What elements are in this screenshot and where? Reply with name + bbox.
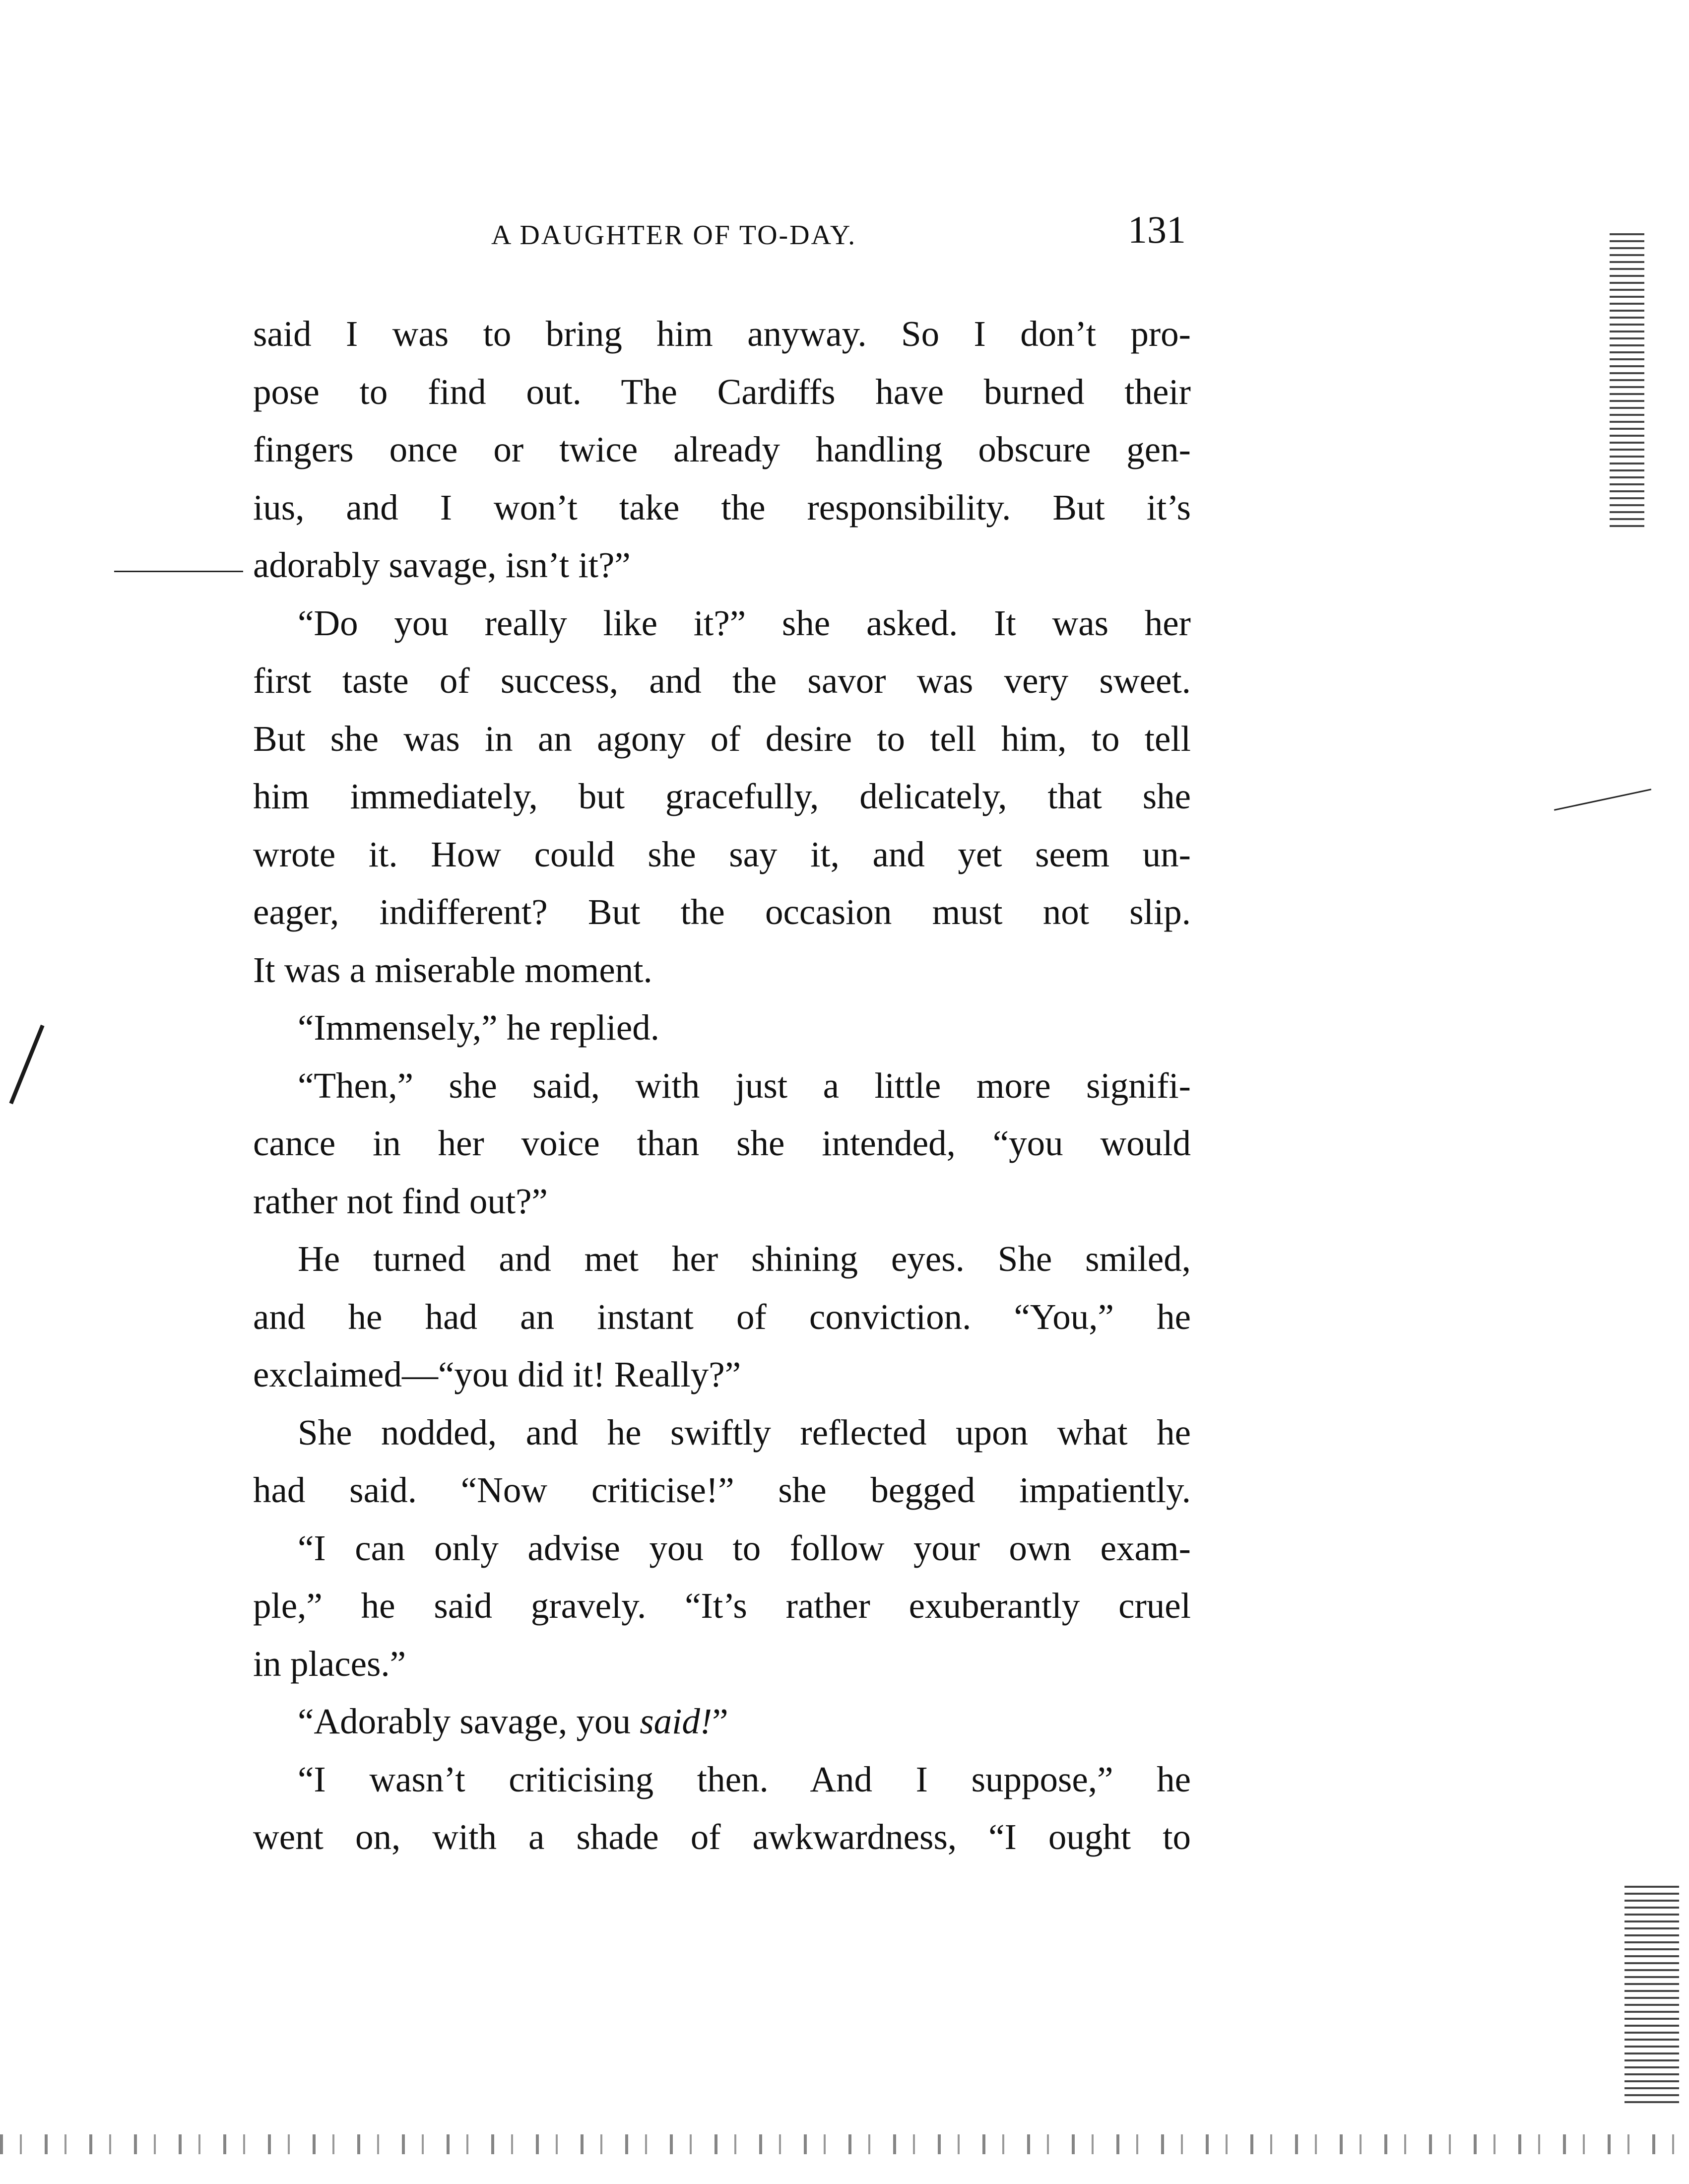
page-header [253,207,1186,262]
scan-bottom-noise [0,2134,1689,2154]
italic-emphasis: said! [640,1701,713,1741]
text-line: But she was in an agony of desire to tell him, to tell [253,718,1191,759]
text-line: “I wasn’t criticising then. And I suppose,” he [298,1759,1191,1799]
scan-binding-edge-top [1610,233,1644,531]
text-line: He turned and met her shining eyes. She smiled, [298,1239,1191,1279]
text-line: adorably savage, isn’t it?” [253,545,631,585]
text-line: cance in her voice than she intended, “you would [253,1123,1191,1163]
scan-mark-right-dash [1554,789,1651,811]
text-segment: ” [712,1701,728,1741]
text-line: “Then,” she said, with just a little more signifi- [298,1065,1191,1106]
text-line: wrote it. How could she say it, and yet seem un- [253,834,1191,874]
page-number: 131 [1128,208,1186,251]
text-line: pose to find out. The Cardiffs have burned their [253,371,1191,412]
running-title: A DAUGHTER OF TO-DAY. [491,220,857,251]
text-line: had said. “Now criticise!” she begged impatiently. [253,1470,1191,1510]
text-line: went on, with a shade of awkwardness, “I ought to [253,1817,1191,1857]
text-line: him immediately, but gracefully, delicately, that she [253,776,1191,816]
body-text [253,305,1191,1866]
text-segment: “Adorably savage, you [298,1701,640,1741]
text-line: She nodded, and he swiftly reflected upon what he [298,1412,1191,1453]
text-line: ius, and I won’t take the responsibility. But it’s [253,487,1191,528]
text-line [253,1693,1191,1751]
text-line: “I can only advise you to follow your own exam- [298,1527,1191,1568]
scan-binding-edge-bottom [1624,1886,1679,2104]
text-line: exclaimed—“you did it! Really?” [253,1354,741,1394]
scan-mark-left-rule [114,571,243,572]
text-line: and he had an instant of conviction. “You,” he [253,1296,1191,1337]
text-line: It was a miserable moment. [253,949,652,990]
text-line: first taste of success, and the savor was very sweet. [253,661,1191,701]
text-line: “Do you really like it?” she asked. It was her [298,602,1191,643]
text-line: in places.” [253,1643,406,1684]
text-line: eager, indifferent? But the occasion must not slip. [253,892,1191,932]
text-line: rather not find out?” [253,1181,548,1221]
text-line: said I was to bring him anyway. So I don’t pro- [253,314,1191,354]
text-line: ple,” he said gravely. “It’s rather exuberantly cruel [253,1586,1191,1626]
text-line: fingers once or twice already handling obscure gen- [253,429,1191,469]
text-line: “Immensely,” he replied. [298,1007,660,1048]
scan-mark-slash [9,1025,44,1105]
